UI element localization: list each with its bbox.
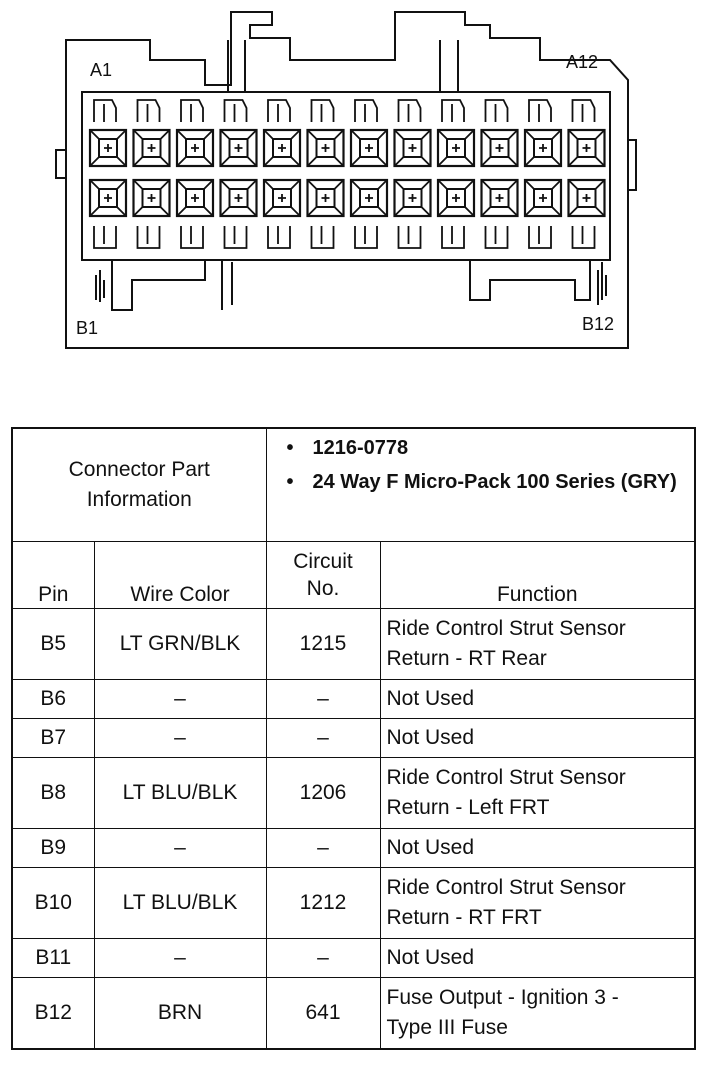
- function-line: Not Used: [386, 945, 475, 969]
- cavity-latch-bottom: [573, 226, 595, 248]
- wire-color-cell: –: [94, 939, 266, 978]
- table-row: [12, 829, 695, 868]
- function-cell: [380, 719, 695, 758]
- bottom-key-mid: [222, 260, 232, 310]
- label-a12: A12: [566, 52, 599, 72]
- connector-part-info-label: [12, 428, 266, 542]
- bottom-key-left: [112, 260, 205, 310]
- cavity-latch-top: [312, 100, 334, 122]
- table-row: [12, 680, 695, 719]
- table-row: [12, 719, 695, 758]
- cavity-latch-bottom: [138, 226, 160, 248]
- cavity-latch-bottom: [225, 226, 247, 248]
- cavity-latch-top: [529, 100, 551, 122]
- cavity-latch-top: [225, 100, 247, 122]
- label-b12: B12: [582, 314, 615, 334]
- cavity-latch-bottom: [355, 226, 377, 248]
- function-line: Return - Left FRT: [386, 796, 550, 819]
- terminal-row-b: [482, 180, 518, 216]
- function-cell: [380, 758, 695, 829]
- table-row: [12, 609, 695, 680]
- pin-cell: B6: [12, 680, 94, 719]
- terminal-row-a: [525, 130, 561, 166]
- function-cell: [380, 680, 695, 719]
- wire-color-cell: –: [94, 829, 266, 868]
- bottom-hatch-right: [598, 262, 606, 305]
- wire-color-cell: –: [94, 719, 266, 758]
- function-cell: [380, 609, 695, 680]
- cavity-latch-bottom: [181, 226, 203, 248]
- table-row: [12, 939, 695, 978]
- circuit-no-cell: –: [266, 939, 380, 978]
- part-number: • 1216-0778: [313, 435, 695, 462]
- function-cell: [380, 868, 695, 939]
- function-line: Type III Fuse: [386, 1016, 508, 1039]
- terminal-row-a: [264, 130, 300, 166]
- cavity-latch-top: [94, 100, 116, 122]
- pin-rows: [12, 609, 695, 1050]
- cavity-latch-top: [138, 100, 160, 122]
- terminal-row-b: [438, 180, 474, 216]
- connector-left-latch: [56, 150, 66, 178]
- cavity-latch-bottom: [529, 226, 551, 248]
- bottom-hatch-left: [96, 270, 104, 302]
- function-line: Return - RT Rear: [386, 647, 547, 670]
- cavity-latch-bottom: [486, 226, 508, 248]
- header-wire-color: Wire Color: [94, 542, 266, 609]
- wire-color-cell: BRN: [94, 978, 266, 1050]
- function-cell: [380, 829, 695, 868]
- wire-color-cell: LT BLU/BLK: [94, 868, 266, 939]
- function-line: Ride Control Strut Sensor: [386, 616, 626, 640]
- part-info-label-line-2: Information: [86, 488, 192, 511]
- terminal-row-b: [569, 180, 605, 216]
- connector-part-info-values: [266, 428, 695, 542]
- function-line: Not Used: [386, 725, 475, 749]
- circuit-no-cell: –: [266, 829, 380, 868]
- circuit-no-cell: 641: [266, 978, 380, 1050]
- circuit-no-cell: –: [266, 680, 380, 719]
- cavity-latch-bottom: [312, 226, 334, 248]
- terminal-row-b: [351, 180, 387, 216]
- cavity-block: [82, 92, 610, 260]
- cavity-latch-top: [573, 100, 595, 122]
- pinout-table: [11, 427, 696, 1050]
- cavity-latch-top: [399, 100, 421, 122]
- terminal-row-b: [525, 180, 561, 216]
- pin-cell: B9: [12, 829, 94, 868]
- terminal-row-b: [134, 180, 170, 216]
- terminal-row-b: [395, 180, 431, 216]
- function-line: Return - RT FRT: [386, 906, 542, 929]
- terminal-row-a: [395, 130, 431, 166]
- cavity-latch-top: [486, 100, 508, 122]
- terminal-row-b: [221, 180, 257, 216]
- table-row: [12, 868, 695, 939]
- circuit-no-cell: 1215: [266, 609, 380, 680]
- circuit-no-cell: 1206: [266, 758, 380, 829]
- wire-color-cell: LT GRN/BLK: [94, 609, 266, 680]
- label-a1: A1: [90, 60, 113, 80]
- cavity-latch-top: [355, 100, 377, 122]
- function-line: Ride Control Strut Sensor: [386, 765, 626, 789]
- terminal-row-a: [308, 130, 344, 166]
- terminal-row-b: [90, 180, 126, 216]
- table-row: [12, 978, 695, 1050]
- pin-cell: B7: [12, 719, 94, 758]
- function-cell: [380, 978, 695, 1050]
- terminal-row-a: [90, 130, 126, 166]
- terminal-row-a: [438, 130, 474, 166]
- cavity-latch-bottom: [442, 226, 464, 248]
- terminal-row-a: [351, 130, 387, 166]
- wire-color-cell: LT BLU/BLK: [94, 758, 266, 829]
- part-info-label-line-1: Connector Part: [68, 457, 210, 481]
- terminal-row-a: [134, 130, 170, 166]
- pin-cell: B5: [12, 609, 94, 680]
- function-line: Not Used: [386, 686, 475, 710]
- table-header-row: [12, 542, 695, 609]
- cavity-latch-bottom: [94, 226, 116, 248]
- top-key-right: [440, 40, 458, 92]
- pin-cell: B8: [12, 758, 94, 829]
- cavity-latch-bottom: [399, 226, 421, 248]
- terminal-row-a: [482, 130, 518, 166]
- cavity-latch-bottom: [268, 226, 290, 248]
- circuit-no-cell: 1212: [266, 868, 380, 939]
- connector-right-latch: [628, 140, 636, 190]
- function-line: Ride Control Strut Sensor: [386, 875, 626, 899]
- bottom-key-right: [470, 260, 590, 300]
- terminal-row-a: [177, 130, 213, 166]
- wire-color-cell: –: [94, 680, 266, 719]
- terminal-row-b: [308, 180, 344, 216]
- pin-cell: B12: [12, 978, 94, 1050]
- circuit-no-cell: –: [266, 719, 380, 758]
- label-b1: B1: [76, 318, 99, 338]
- connector-face-diagram: [0, 0, 720, 400]
- header-circuit-no: Circuit No.: [266, 542, 380, 609]
- header-pin: Pin: [12, 542, 94, 609]
- connector-part-info-row: [12, 428, 695, 542]
- pin-cell: B10: [12, 868, 94, 939]
- pin-cell: B11: [12, 939, 94, 978]
- cavity-latch-top: [181, 100, 203, 122]
- terminal-row-a: [221, 130, 257, 166]
- function-cell: [380, 939, 695, 978]
- terminal-row-a: [569, 130, 605, 166]
- function-line: Not Used: [386, 835, 475, 859]
- cavity-latch-top: [442, 100, 464, 122]
- connector-description: • 24 Way F Micro-Pack 100 Series (GRY): [313, 469, 695, 496]
- terminal-row-b: [177, 180, 213, 216]
- function-line: Fuse Output - Ignition 3 -: [386, 985, 619, 1009]
- terminal-row-b: [264, 180, 300, 216]
- header-function: Function: [380, 542, 695, 609]
- cavity-latch-top: [268, 100, 290, 122]
- table-row: [12, 758, 695, 829]
